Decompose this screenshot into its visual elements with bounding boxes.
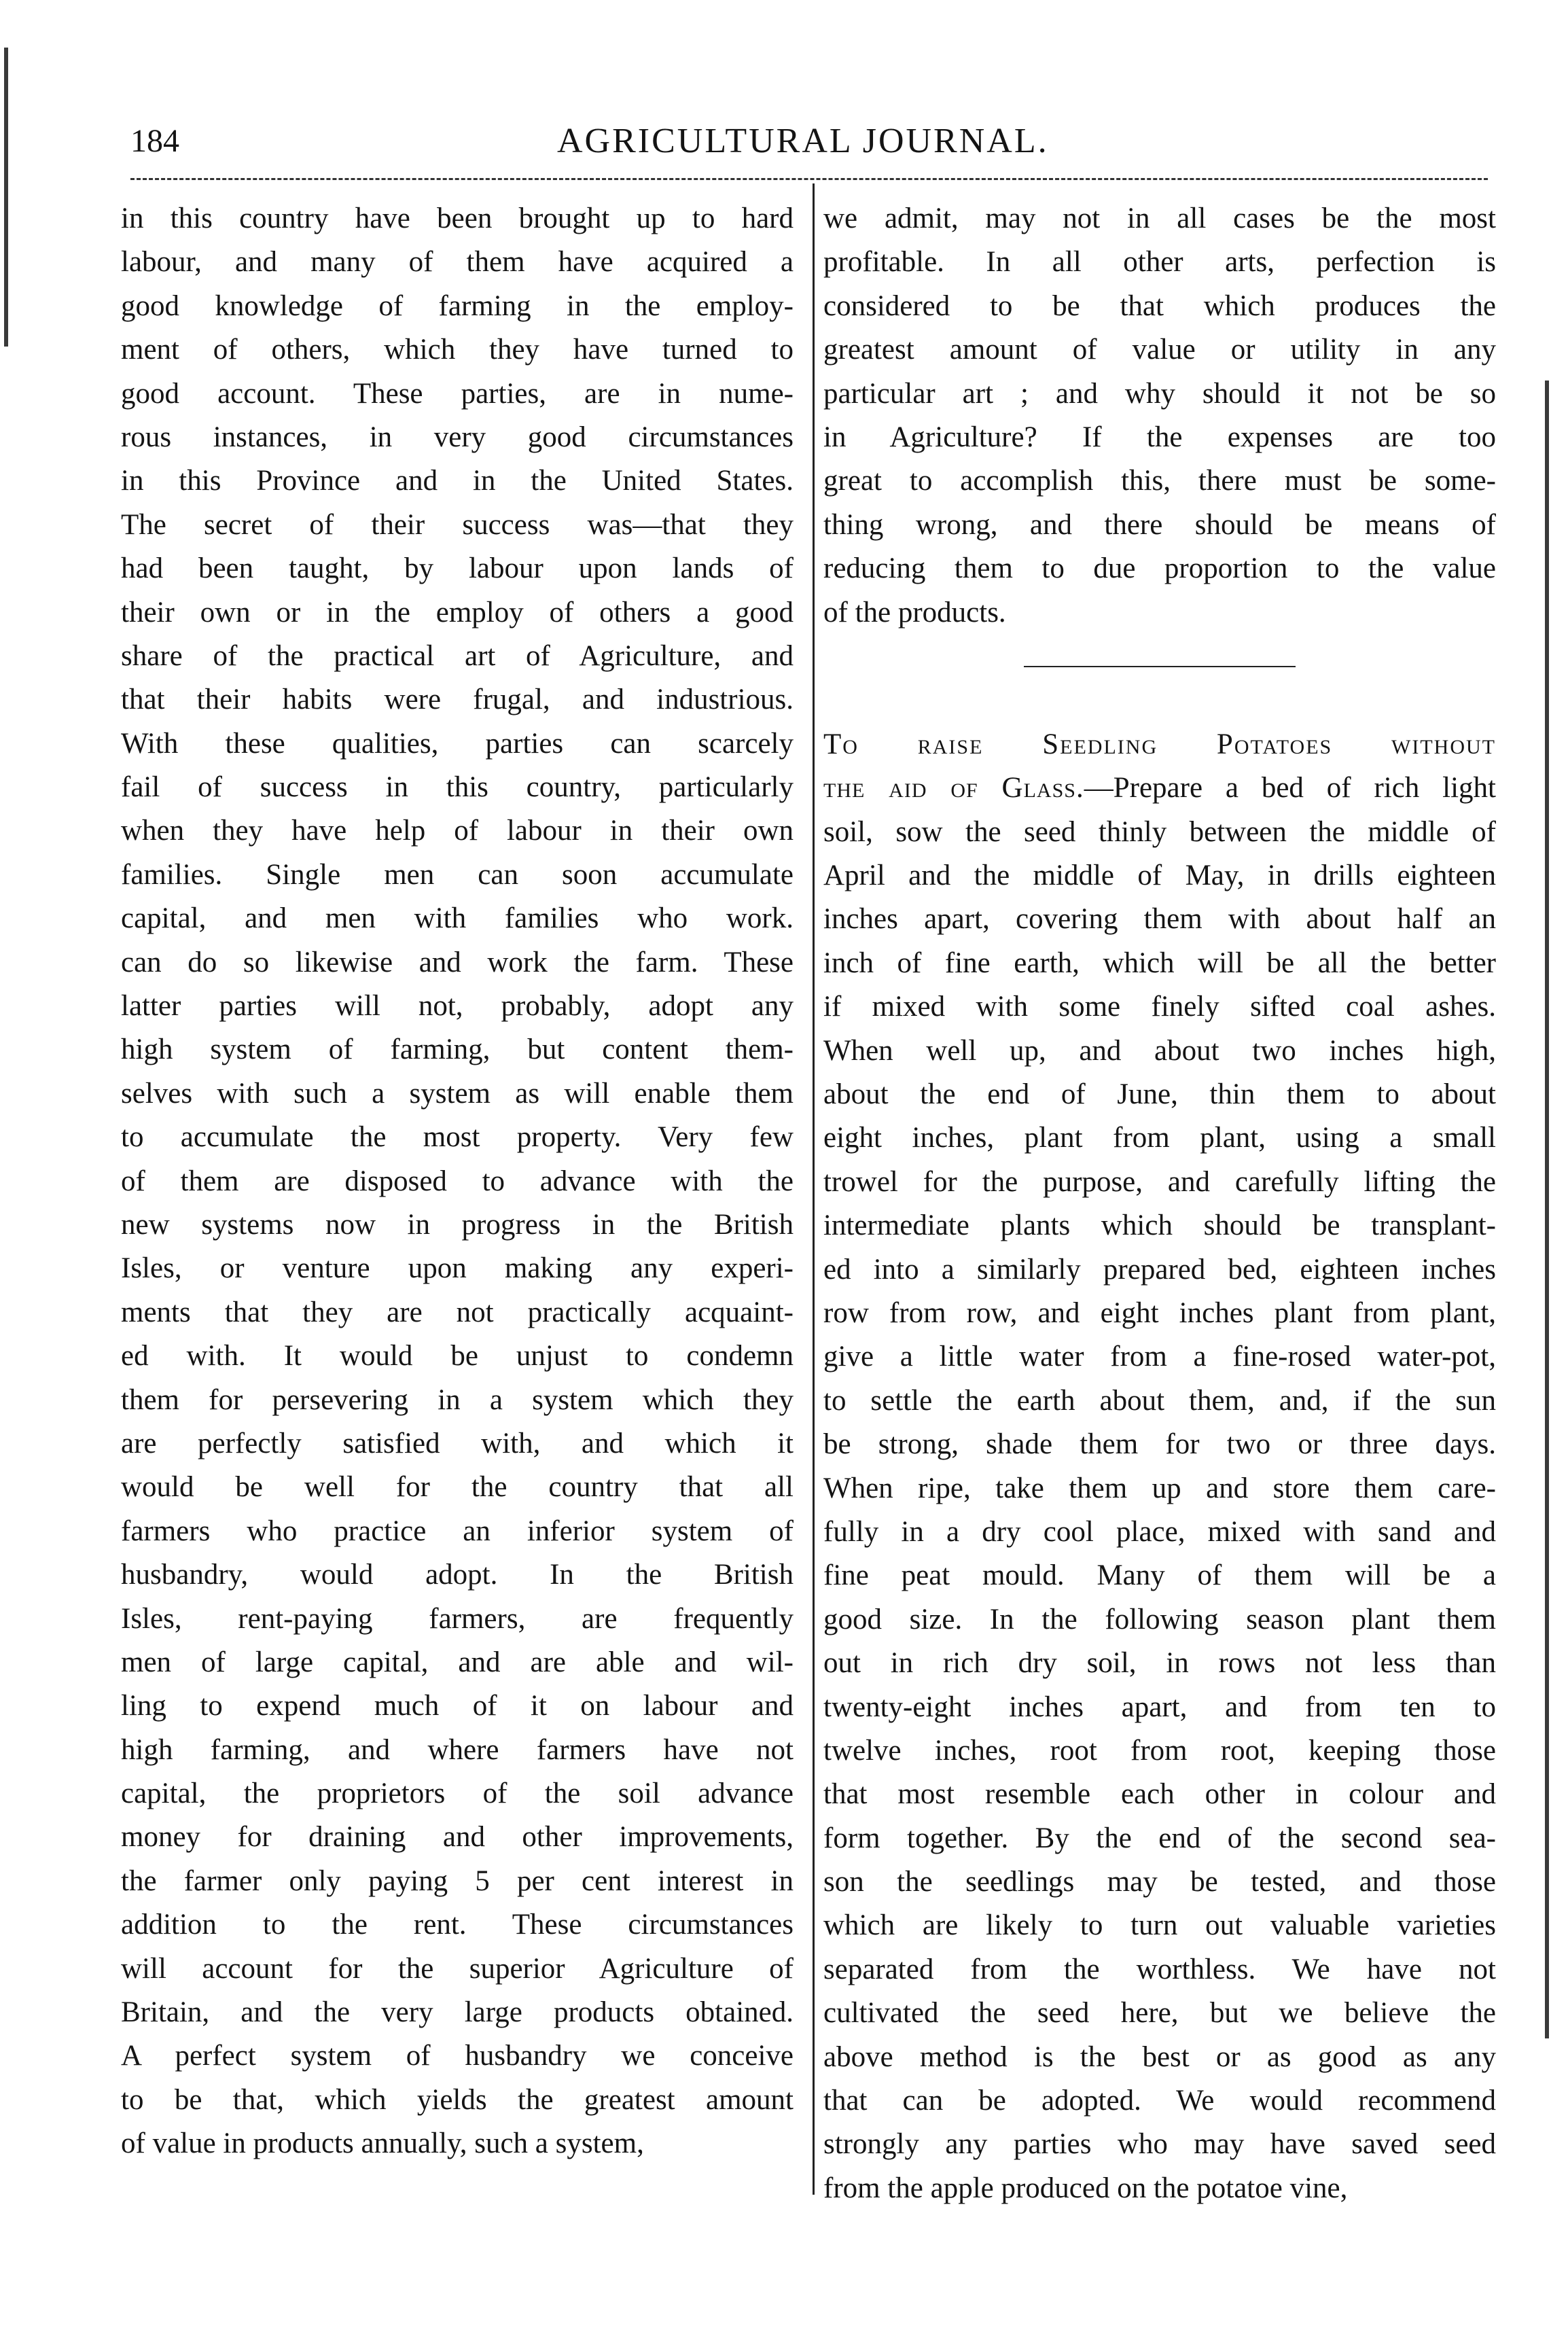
left-text-line-17: capital, and men with families who work.	[121, 902, 794, 935]
article-text-line-13: give a little water from a fine-rosed water-pot,	[823, 1341, 1496, 1373]
header-rule	[130, 178, 1488, 180]
article-title-line-2	[823, 766, 1496, 810]
section-separator-rule	[1024, 666, 1296, 667]
article-text-line-7: about the end of June, thin them to about	[823, 1078, 1496, 1111]
left-text-line-20: high system of farming, but content them-	[121, 1033, 794, 1066]
article-text-line-9: trowel for the purpose, and carefully lifting the	[823, 1165, 1496, 1198]
article-text-line-16: When ripe, take them up and store them care-	[823, 1472, 1496, 1504]
left-text-line-32: husbandry, would adopt. In the British	[121, 1559, 794, 1591]
article-text-line-22: twelve inches, root from root, keeping those	[823, 1734, 1496, 1767]
left-text-line-18: can do so likewise and work the farm. These	[121, 946, 794, 978]
left-text-line-44: to be that, which yields the greatest amount	[121, 2083, 794, 2116]
article-text-line-24: form together. By the end of the second sea-	[823, 1822, 1496, 1854]
left-text-line-8: The secret of their success was—that they	[121, 508, 794, 541]
left-text-line-4: ment of others, which they have turned to	[121, 334, 794, 366]
article-text-line-25: son the seedlings may be tested, and those	[823, 1866, 1496, 1898]
page-number: 184	[130, 123, 179, 159]
left-text-line-19: latter parties will not, probably, adopt any	[121, 990, 794, 1023]
left-text-line-23: of them are disposed to advance with the	[121, 1165, 794, 1197]
left-text-line-2: labour, and many of them have acquired a	[121, 246, 794, 279]
left-text-line-25: Isles, or venture upon making any experi-	[121, 1252, 794, 1285]
right-column	[823, 197, 1496, 2210]
article-text-line-8: eight inches, plant from plant, using a small	[823, 1122, 1496, 1154]
left-text-line-21: selves with such a system as will enable them	[121, 1077, 794, 1110]
left-text-line-22: to accumulate the most property. Very few	[121, 1121, 794, 1154]
article-text-line-32: from the apple produced on the potatoe vine,	[823, 2172, 1348, 2204]
article-title-tail: —Prepare a bed of rich light	[1084, 772, 1496, 804]
left-text-line-41: will account for the superior Agriculture of	[121, 1952, 794, 1985]
right-text-line-4: greatest amount of value or utility in any	[823, 334, 1496, 366]
article-text-line-23: that most resemble each other in colour and	[823, 1778, 1496, 1811]
left-text-line-3: good knowledge of farming in the employ-	[121, 289, 794, 322]
article-text-line-20: out in rich dry soil, in rows not less than	[823, 1647, 1496, 1680]
left-column	[121, 197, 794, 2166]
right-text-line-7: great to accomplish this, there must be some-	[823, 465, 1496, 497]
left-text-line-9: had been taught, by labour upon lands of	[121, 552, 794, 585]
right-text-line-2: profitable. In all other arts, perfection is	[823, 246, 1496, 279]
article-title-lead: the aid of Glass.	[823, 772, 1084, 804]
article-body	[823, 811, 1496, 2211]
left-text-line-38: money for draining and other improvements,	[121, 1821, 794, 1854]
left-text-line-10: their own or in the employ of others a good	[121, 596, 794, 629]
article-text-line-31: strongly any parties who may have saved seed	[823, 2128, 1496, 2161]
article-text-line-11: ed into a similarly prepared bed, eighteen inches	[823, 1253, 1496, 1286]
article-text-line-21: twenty-eight inches apart, and from ten to	[823, 1691, 1496, 1723]
left-text-line-15: when they have help of labour in their own	[121, 815, 794, 847]
left-text-line-1: in this country have been brought up to hard	[121, 202, 794, 234]
article-text-line-6: When well up, and about two inches high,	[823, 1034, 1496, 1067]
right-text-line-9: reducing them to due proportion to the value	[823, 552, 1496, 585]
article-text-line-3: inches apart, covering them with about half an	[823, 903, 1496, 936]
article-text-line-10: intermediate plants which should be transplant-	[823, 1209, 1496, 1242]
left-text-line-40: addition to the rent. These circumstances	[121, 1909, 794, 1941]
article-text-line-28: cultivated the seed here, but we believe the	[823, 1997, 1496, 2030]
left-text-line-26: ments that they are not practically acquaint-	[121, 1296, 794, 1328]
article-text-line-1: soil, sow the seed thinly between the middle of	[823, 815, 1496, 848]
left-text-line-11: share of the practical art of Agriculture, and	[121, 639, 794, 672]
left-text-line-35: ling to expend much of it on labour and	[121, 1690, 794, 1722]
left-text-line-12: that their habits were frugal, and industrious.	[121, 684, 794, 716]
left-text-line-39: the farmer only paying 5 per cent interest in	[121, 1864, 794, 1897]
right-text-line-5: particular art ; and why should it not be so	[823, 377, 1496, 410]
left-text-line-5: good account. These parties, are in nume-	[121, 377, 794, 410]
article-text-line-5: if mixed with some finely sifted coal ashes.	[823, 991, 1496, 1023]
right-text-line-10: of the products.	[823, 596, 1006, 629]
right-edge-mark	[1545, 381, 1549, 2038]
left-text-line-27: ed with. It would be unjust to condemn	[121, 1340, 794, 1373]
journal-title: AGRICULTURAL JOURNAL.	[557, 122, 1049, 160]
left-text-line-29: are perfectly satisfied with, and which it	[121, 1427, 794, 1460]
left-text-line-24: new systems now in progress in the British	[121, 1208, 794, 1241]
left-text-line-36: high farming, and where farmers have not	[121, 1733, 794, 1766]
left-text-line-14: fail of success in this country, particularly	[121, 771, 794, 804]
left-text-line-33: Isles, rent-paying farmers, are frequently	[121, 1602, 794, 1635]
right-text-line-1: we admit, may not in all cases be the most	[823, 202, 1496, 234]
article-text-line-12: row from row, and eight inches plant from plant,	[823, 1296, 1496, 1329]
left-text-line-45: of value in products annually, such a system,	[121, 2127, 644, 2160]
article-text-line-30: that can be adopted. We would recommend	[823, 2085, 1496, 2117]
left-text-line-43: A perfect system of husbandry we conceive	[121, 2040, 794, 2072]
left-text-line-30: would be well for the country that all	[121, 1471, 794, 1504]
left-text-line-34: men of large capital, and are able and wil-	[121, 1646, 794, 1678]
left-text-line-7: in this Province and in the United States.	[121, 465, 794, 497]
left-edge-mark	[4, 48, 8, 347]
article-title-line-1: To raise Seedling Potatoes without	[823, 728, 1496, 760]
article-text-line-14: to settle the earth about them, and, if the sun	[823, 1384, 1496, 1417]
left-text-line-37: capital, the proprietors of the soil advance	[121, 1778, 794, 1810]
right-text-line-6: in Agriculture? If the expenses are too	[823, 421, 1496, 453]
article-text-line-18: fine peat mould. Many of them will be a	[823, 1559, 1496, 1592]
left-text-line-28: them for persevering in a system which they	[121, 1383, 794, 1416]
article-text-line-2: April and the middle of May, in drills eighteen	[823, 860, 1496, 892]
article-text-line-15: be strong, shade them for two or three days.	[823, 1428, 1496, 1461]
left-text-line-13: With these qualities, parties can scarcely	[121, 727, 794, 760]
article-text-line-26: which are likely to turn out valuable varieties	[823, 1909, 1496, 1942]
left-text-line-42: Britain, and the very large products obtained.	[121, 1996, 794, 2029]
left-text-line-16: families. Single men can soon accumulate	[121, 858, 794, 891]
left-text-line-6: rous instances, in very good circumstances	[121, 421, 794, 453]
article-text-line-4: inch of fine earth, which will be all the better	[823, 947, 1496, 979]
right-column-continuation	[823, 197, 1496, 635]
article-text-line-27: separated from the worthless. We have not	[823, 1953, 1496, 1985]
column-divider	[813, 183, 815, 2195]
article-text-line-19: good size. In the following season plant them	[823, 1603, 1496, 1635]
article-text-line-29: above method is the best or as good as any	[823, 2040, 1496, 2073]
right-text-line-3: considered to be that which produces the	[823, 289, 1496, 322]
article-text-line-17: fully in a dry cool place, mixed with sand and	[823, 1515, 1496, 1548]
left-text-line-31: farmers who practice an inferior system of	[121, 1515, 794, 1547]
right-text-line-8: thing wrong, and there should be means of	[823, 508, 1496, 541]
